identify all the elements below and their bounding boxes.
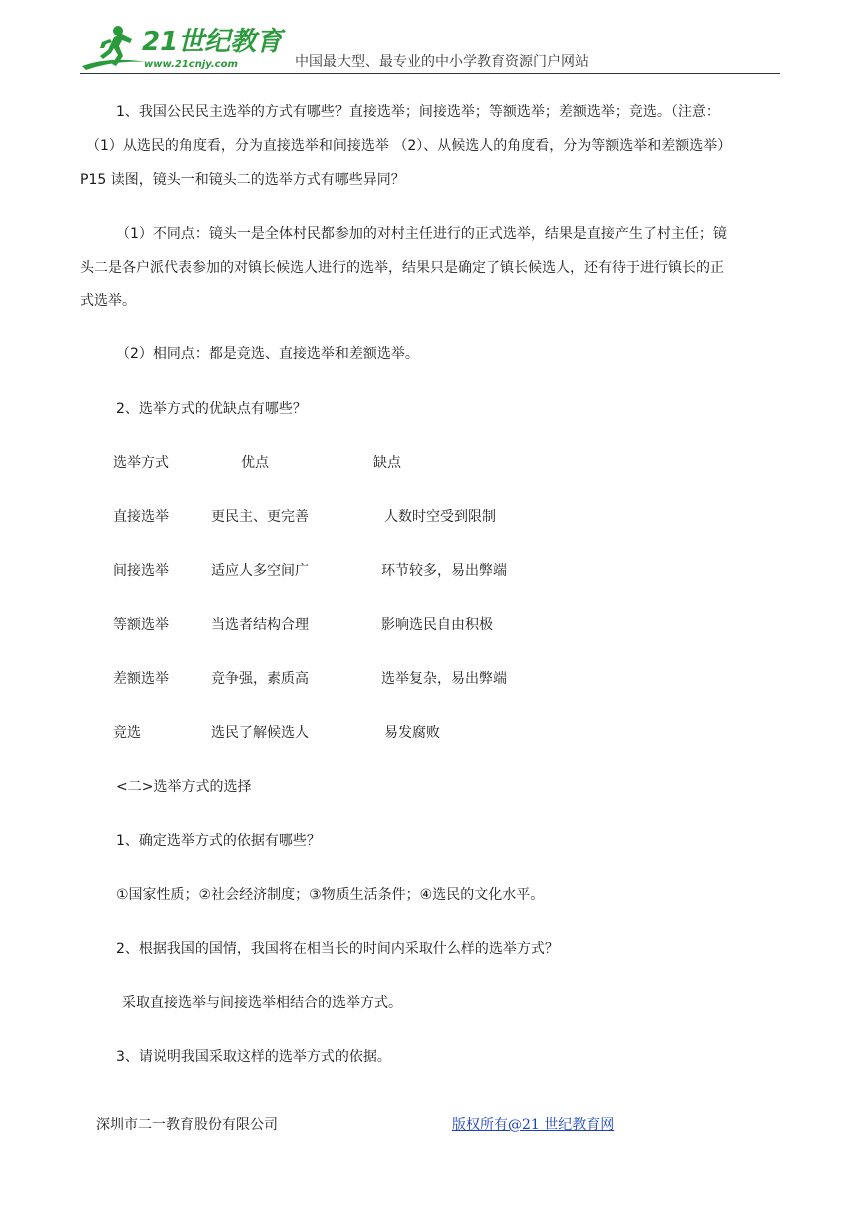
- header-tagline: 中国最大型、最专业的中小学教育资源门户网站: [295, 54, 589, 70]
- table-cell-cons: 影响选民自由积极: [381, 617, 493, 633]
- paragraph-difference-line2: 头二是各户派代表参加的对镇长候选人进行的选举，结果只是确定了镇长候选人，还有待于进行镇长的正: [80, 260, 724, 276]
- table-header-cons: 缺点: [373, 455, 401, 471]
- table-cell-cons: 易发腐败: [384, 725, 440, 741]
- running-figure-icon: [80, 22, 150, 74]
- table-cell-pros: 竞争强，素质高: [211, 671, 309, 687]
- paragraph-q1-line2: （1）从选民的角度看，分为直接选举和间接选举 （2）、从候选人的角度看，分为等额选举和差额选举）: [86, 138, 732, 154]
- table-cell-method: 竞选: [113, 725, 141, 741]
- footer-copyright-link[interactable]: 版权所有@21 世纪教育网: [452, 1117, 615, 1133]
- footer-company: 深圳市二一教育股份有限公司: [96, 1117, 278, 1133]
- section-2-question-1: 1、确定选举方式的依据有哪些？: [116, 833, 321, 849]
- table-cell-method: 等额选举: [113, 617, 169, 633]
- table-header-pros: 优点: [241, 455, 269, 471]
- header-divider: [80, 73, 780, 74]
- table-cell-method: 直接选举: [113, 509, 169, 525]
- section-2-answer-2: 采取直接选举与间接选举相结合的选举方式。: [122, 995, 402, 1011]
- table-header-method: 选举方式: [113, 455, 169, 471]
- section-2-title: <二>选举方式的选择: [116, 779, 252, 795]
- paragraph-q1-line3: P15 读图，镜头一和镜头二的选举方式有哪些异同？: [80, 172, 405, 188]
- table-cell-method: 差额选举: [113, 671, 169, 687]
- logo-wordmark: 21世纪教育: [142, 27, 283, 57]
- paragraph-similarity: （2）相同点：都是竞选、直接选举和差额选举。: [116, 346, 419, 362]
- table-cell-pros: 选民了解候选人: [211, 725, 309, 741]
- page-header: [80, 22, 780, 74]
- section-2-question-3: 3、请说明我国采取这样的选举方式的依据。: [116, 1049, 391, 1065]
- table-cell-cons: 环节较多，易出弊端: [381, 563, 507, 579]
- table-cell-pros: 当选者结构合理: [211, 617, 309, 633]
- paragraph-q1-line1: 1、我国公民民主选举的方式有哪些？直接选举；间接选举；等额选举；差额选举；竞选。（注意：: [116, 104, 720, 120]
- table-cell-method: 间接选举: [113, 563, 169, 579]
- table-cell-pros: 更民主、更完善: [211, 509, 309, 525]
- table-cell-pros: 适应人多空间广: [211, 563, 309, 579]
- paragraph-difference-line1: （1）不同点：镜头一是全体村民都参加的对村主任进行的正式选举，结果是直接产生了村主任；镜: [116, 226, 727, 242]
- section-2-answer-1: ①国家性质；②社会经济制度；③物质生活条件；④选民的文化水平。: [116, 887, 545, 903]
- site-logo[interactable]: [80, 22, 290, 74]
- question-2: 2、选举方式的优缺点有哪些？: [116, 401, 307, 417]
- logo-url: www.21cnjy.com: [144, 59, 238, 70]
- section-2-question-2: 2、根据我国的国情，我国将在相当长的时间内采取什么样的选举方式？: [116, 941, 559, 957]
- table-cell-cons: 人数时空受到限制: [384, 509, 496, 525]
- table-cell-cons: 选举复杂，易出弊端: [381, 671, 507, 687]
- paragraph-difference-line3: 式选举。: [80, 293, 136, 309]
